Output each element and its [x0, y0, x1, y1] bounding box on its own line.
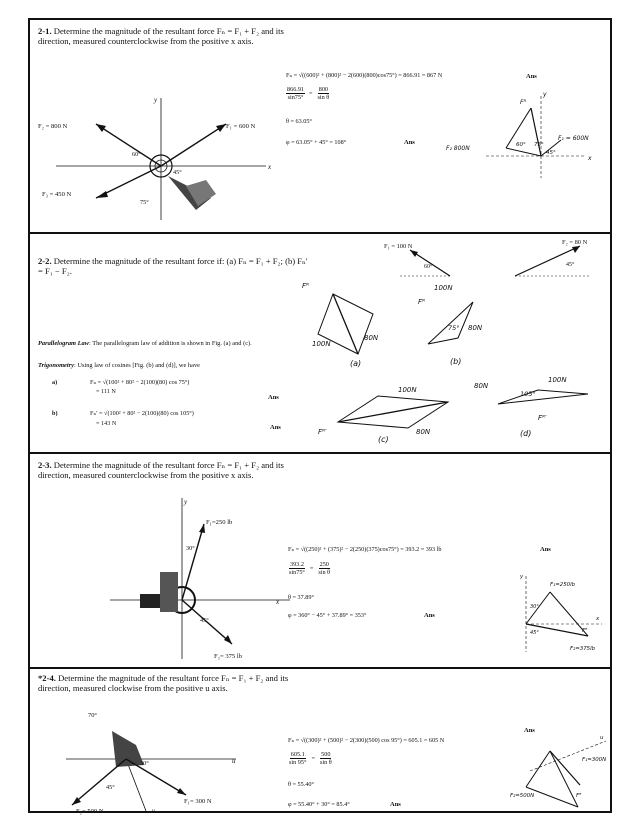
- fr-label: Fᴿ: [576, 793, 582, 799]
- f2-label: F₂ 800N: [446, 145, 470, 152]
- angle-45: 45°: [200, 617, 209, 624]
- angle-30: 30°: [140, 760, 149, 767]
- label-100n: 100N: [398, 386, 417, 394]
- problem-text: Determine the magnitude of the resultant force Fₙ = F₁ + F₂ and its direction, measured clockwise from the positive u axis.: [38, 673, 289, 693]
- fig-c-label: (c): [378, 435, 389, 444]
- part-a-label: a): [52, 379, 58, 386]
- fr-label: Fᴿ: [418, 298, 426, 306]
- problem-2-2: [30, 234, 610, 454]
- problem-figure: [36, 709, 246, 813]
- label-100n: 100N: [312, 340, 331, 348]
- angle-45: 45°: [530, 630, 539, 636]
- part-b-label: b): [52, 410, 58, 417]
- parallelogram-sketch: [298, 274, 608, 444]
- vector-sketch: [510, 731, 610, 813]
- problem-text: Determine the magnitude of the resultant force if: (a) Fₙ = F₁ + F₂; (b) Fₙ′ = F₁ − F₂.: [38, 256, 308, 276]
- problem-number: *2-4.: [38, 673, 56, 683]
- fig-a-label: (a): [350, 359, 362, 368]
- problem-statement: [38, 256, 308, 276]
- u-axis-label: u: [600, 735, 604, 741]
- resultant-equation: Fₙ = √((300)² + (500)² − 2(300)(500) cos 95°) = 605.1 = 605 N: [288, 737, 445, 744]
- y-axis-label: y: [184, 498, 188, 506]
- angle-45: 45°: [546, 150, 556, 156]
- parallelogram-law-note: Parallelogram Law: The parallelogram law of addition is shown in Fig. (a) and (c).: [38, 340, 252, 347]
- problem-number: 2-1.: [38, 26, 52, 36]
- fr-label: Fᴿ: [582, 628, 588, 634]
- f1-label: F₁=250lb: [550, 582, 575, 588]
- angle-75: 75°: [448, 324, 460, 332]
- f1-label: F₁ = 600 N: [226, 123, 256, 130]
- answer-label: Ans: [268, 394, 279, 401]
- f3-label: F₃ = 450 N: [42, 191, 72, 198]
- fig-d-label: (d): [520, 429, 532, 438]
- answer-label: Ans: [424, 612, 435, 619]
- u-axis-label: u: [232, 757, 236, 765]
- problem-number: 2-2.: [38, 256, 52, 266]
- angle-60: 60°: [516, 142, 526, 148]
- angle-75: 75°: [140, 199, 149, 206]
- x-axis-label: x: [596, 616, 600, 622]
- answer-label: Ans: [540, 546, 551, 553]
- f2-label: F₂=375lb: [570, 646, 595, 652]
- v-axis-label: v: [152, 807, 156, 815]
- f2-label: F₂= 375 lb: [214, 653, 243, 660]
- label-80n: 80N: [468, 324, 483, 332]
- f2-label: F₂ = 800 N: [38, 123, 68, 130]
- phi-equation: φ = 55.40° + 30° = 85.4°: [288, 801, 350, 808]
- problem-number: 2-3.: [38, 460, 52, 470]
- vector-sketch: [446, 88, 596, 188]
- trigonometry-note: Trigonometry: Using law of cosines [Fig. (b) and (d)], we have: [38, 362, 200, 369]
- part-b-result: = 143 N: [96, 420, 117, 427]
- answer-label: Ans: [524, 727, 535, 734]
- resultant-equation: Fₙ = √((600)² + (800)² − 2(600)(800)cos75°) = 866.91 = 867 N: [286, 72, 443, 79]
- problem-figure: [100, 494, 300, 664]
- label-80n: 80N: [364, 334, 379, 342]
- f2-label: F₂=500N: [510, 793, 535, 799]
- label-80n: 80N: [416, 428, 431, 436]
- angle-45: 45°: [566, 262, 575, 268]
- fr-prime-label: Fᴿ′: [538, 414, 547, 422]
- answer-label: Ans: [390, 801, 401, 808]
- answer-label: Ans: [404, 139, 415, 146]
- label-100n: 100N: [548, 376, 567, 384]
- angle-30: 30°: [186, 545, 195, 552]
- f1-label: F₁= 300 N: [184, 798, 212, 805]
- fr-label: Fᴿ: [302, 282, 310, 290]
- f1-label: F₁ = 100 N: [384, 243, 413, 250]
- angle-60: 60°: [424, 264, 433, 270]
- label-80n: 80N: [474, 382, 489, 390]
- problem-2-1: [30, 20, 610, 234]
- answer-label: Ans: [526, 73, 537, 80]
- fr-label: Fᴿ: [520, 99, 527, 106]
- sine-law-equation: $\frac{393.2}{\sin 75^\circ}$ = $\frac{250}{\text{sin θ}}$: [289, 561, 331, 576]
- theta-equation: θ = 37.89°: [288, 594, 314, 601]
- angle-75: 75°: [534, 142, 544, 148]
- angle-105: 105°: [520, 390, 536, 398]
- x-axis-label: x: [276, 598, 280, 606]
- angle-45: 45°: [173, 169, 182, 176]
- phi-equation: φ = 360° − 45° + 37.89° = 353°: [288, 612, 367, 619]
- label-100n: 100N: [434, 284, 453, 292]
- angle-45: 45°: [106, 784, 115, 791]
- sine-law-equation: $\frac{866.91}{\sin 75^\circ}$ = $\frac{800}{\text{sin θ}}$: [287, 86, 330, 101]
- problem-text: Determine the magnitude of the resultant force Fₙ = F₁ + F₂ and its direction, measured counterclockwise from the positive x axis.: [38, 460, 284, 480]
- x-axis-label: x: [588, 155, 592, 162]
- problem-statement: [38, 673, 308, 693]
- solution-page: [28, 18, 612, 813]
- phi-equation: φ = 63.05° + 45° = 108°: [286, 139, 347, 146]
- problem-statement: [38, 460, 308, 480]
- f1-label: F₁=300N: [582, 757, 607, 763]
- angle-60: 60°: [132, 151, 141, 158]
- fig-b-label: (b): [450, 357, 462, 366]
- resultant-equation: Fₙ = √((250)² + (375)² − 2(250)(375)cos75°) = 393.2 = 393 lb: [288, 546, 442, 553]
- answer-label: Ans: [270, 424, 281, 431]
- f2-label: F₂= 500 N: [76, 808, 104, 815]
- y-axis-label: y: [543, 91, 547, 98]
- f2-label: F₂ = 80 N: [562, 239, 588, 246]
- part-b-equation: Fₙ′ = √(100² + 80² − 2(100)(80) cos 105°): [90, 410, 194, 417]
- theta-equation: θ = 63.05°: [286, 118, 312, 125]
- f1-label: F₁=250 lb: [206, 519, 233, 526]
- theta-equation: θ = 55.40°: [288, 781, 314, 788]
- part-a-result: = 111 N: [96, 388, 116, 395]
- problem-text: Determine the magnitude of the resultant force Fₙ = F₁ + F₂ and its direction, measured counterclockwise from the positive x axis.: [38, 26, 284, 46]
- fr-prime-label: Fᴿ′: [318, 428, 327, 436]
- y-axis-label: y: [520, 574, 524, 580]
- f1-label: F₁ = 600N: [558, 135, 589, 142]
- problem-2-3: [30, 454, 610, 669]
- angle-30: 30°: [530, 604, 539, 610]
- problem-2-4: [30, 669, 610, 815]
- problem-statement: [38, 26, 308, 46]
- problem-figure: [36, 90, 286, 230]
- y-axis-label: y: [154, 96, 158, 104]
- part-a-equation: Fₙ = √(100² + 80² − 2(100)(80) cos 75°): [90, 379, 190, 386]
- angle-70: 70°: [88, 712, 97, 719]
- vector-sketch: [506, 572, 606, 654]
- sine-law-equation: $\frac{605.1}{\sin 95^\circ}$ = $\frac{500}{\text{sin θ}}$: [289, 751, 332, 766]
- x-axis-label: x: [268, 163, 272, 171]
